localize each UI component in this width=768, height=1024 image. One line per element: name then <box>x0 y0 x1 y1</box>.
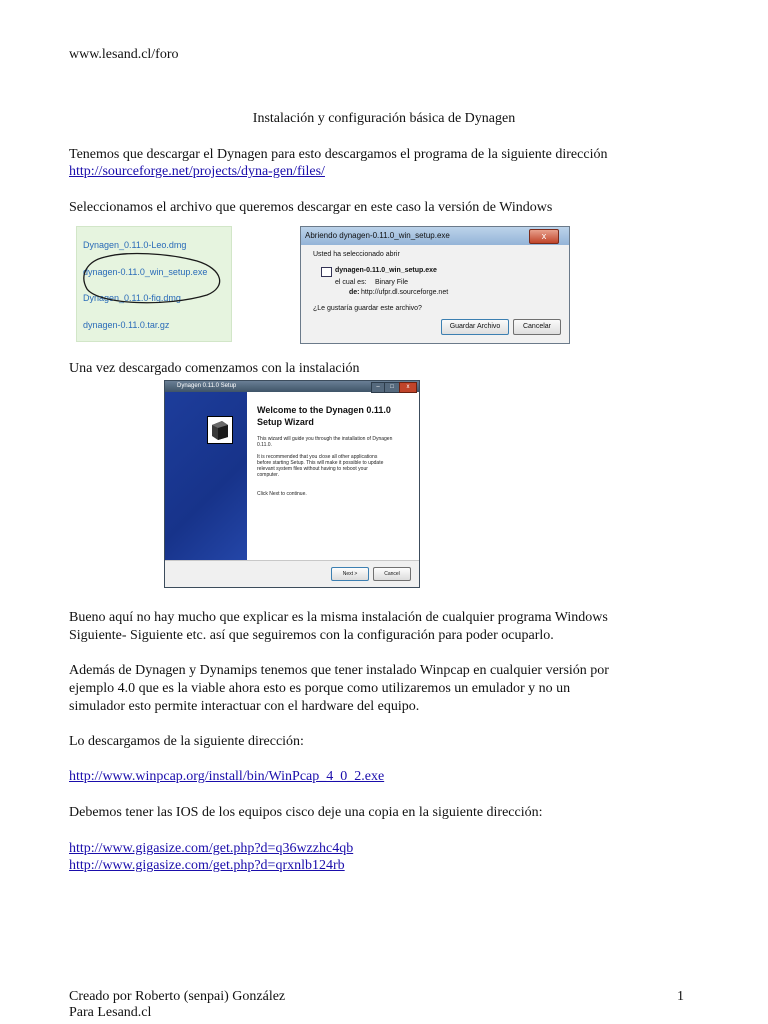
wizard-text: 0.11.0. <box>257 442 272 448</box>
paragraph-winpcap: Además de Dynagen y Dynamips tenemos que tener instalado Winpcap en cualquier versión por <box>69 663 609 678</box>
wizard-side-banner <box>165 392 247 560</box>
file-item[interactable]: Dynagen_0.11.0-fig.dmg <box>83 293 181 303</box>
dialog-titlebar <box>301 227 569 245</box>
document-title: Instalación y configuración básica de Dynagen <box>252 111 516 126</box>
wizard-text: Click Next to continue. <box>257 491 307 497</box>
hand-drawn-circle-icon <box>77 227 231 341</box>
wizard-text: It is recommended that you close all other applications <box>257 454 378 460</box>
wizard-titlebar <box>165 381 419 392</box>
link-sourceforge[interactable]: http://sourceforge.net/projects/dyna-gen/files/ <box>69 164 325 179</box>
paragraph-download-from: Lo descargamos de la siguiente dirección: <box>69 734 304 749</box>
paragraph-select-file: Seleccionamos el archivo que queremos descargar en este caso la versión de Windows <box>69 200 553 215</box>
wizard-heading-line2: Setup Wizard <box>257 417 314 427</box>
paragraph-install-note: Bueno aquí no hay mucho que explicar es la misma instalación de cualquier programa Windows <box>69 610 608 625</box>
next-button[interactable]: Next > <box>331 567 369 581</box>
paragraph-ios: Debemos tener las IOS de los equipos cisco deje una copia en la siguiente dirección: <box>69 805 543 820</box>
wizard-title: Dynagen 0.11.0 Setup <box>177 383 237 389</box>
close-icon[interactable]: x <box>529 229 559 244</box>
footer-author: Creado por Roberto (senpai) González <box>69 989 286 1004</box>
dialog-from-label: de: <box>349 289 360 296</box>
dialog-title: Abriendo dynagen-0.11.0_win_setup.exe <box>305 231 450 240</box>
paragraph-install-note: Siguiente- Siguiente etc. así que seguiremos con la configuración para poder ocuparlo. <box>69 628 554 643</box>
wizard-text: This wizard will guide you through the installation of Dynagen <box>257 436 393 442</box>
link-gigasize-1[interactable]: http://www.gigasize.com/get.php?d=q36wzzhc4qb <box>69 841 354 856</box>
link-gigasize-2[interactable]: http://www.gigasize.com/get.php?d=qrxnlb124rb <box>69 858 345 873</box>
wizard-text: relevant system files without having to reboot your <box>257 466 368 472</box>
file-icon <box>321 267 332 277</box>
paragraph-winpcap: simulador esto permite interactuar con el hardware del equipo. <box>69 699 420 714</box>
wizard-heading-line1: Welcome to the Dynagen 0.11.0 <box>257 405 391 415</box>
page-number: 1 <box>677 989 684 1004</box>
header-site: www.lesand.cl/foro <box>69 47 179 62</box>
wizard-text: computer. <box>257 472 279 478</box>
file-item[interactable]: Dynagen_0.11.0-Leo.dmg <box>83 240 187 250</box>
save-file-button[interactable]: Guardar Archivo <box>441 319 509 335</box>
dialog-type-value: Binary File <box>375 279 409 286</box>
file-list-screenshot <box>76 226 232 342</box>
dialog-from-value: http://ufpr.dl.sourceforge.net <box>361 289 449 296</box>
paragraph-download-intro: Tenemos que descargar el Dynagen para esto descargamos el programa de la siguiente dirección <box>69 147 608 162</box>
cancel-button[interactable]: Cancelar <box>513 319 561 335</box>
dialog-intro: Usted ha seleccionado abrir <box>313 251 400 258</box>
dialog-filename: dynagen-0.11.0_win_setup.exe <box>335 267 437 274</box>
paragraph-install-start: Una vez descargado comenzamos con la instalación <box>69 361 360 376</box>
dialog-type-label: el cual es: <box>335 279 367 286</box>
link-winpcap[interactable]: http://www.winpcap.org/install/bin/WinPcap_4_0_2.exe <box>69 769 385 784</box>
paragraph-winpcap: ejemplo 4.0 que es la viable ahora esto es porque como utilizaremos un emulador y no un <box>69 681 571 696</box>
download-dialog <box>300 226 570 344</box>
cancel-button[interactable]: Cancel <box>373 567 411 581</box>
close-icon[interactable]: x <box>399 382 417 393</box>
installer-box-icon <box>207 416 233 444</box>
maximize-icon[interactable]: □ <box>384 382 400 393</box>
dialog-question: ¿Le gustaría guardar este archivo? <box>313 305 422 312</box>
wizard-text: before starting Setup. This will make it possible to update <box>257 460 384 466</box>
file-item[interactable]: dynagen-0.11.0.tar.gz <box>83 320 170 330</box>
file-item[interactable]: dynagen-0.11.0_win_setup.exe <box>83 267 208 277</box>
setup-wizard <box>164 380 420 588</box>
minimize-icon[interactable]: – <box>371 382 385 393</box>
footer-for: Para Lesand.cl <box>69 1005 152 1020</box>
